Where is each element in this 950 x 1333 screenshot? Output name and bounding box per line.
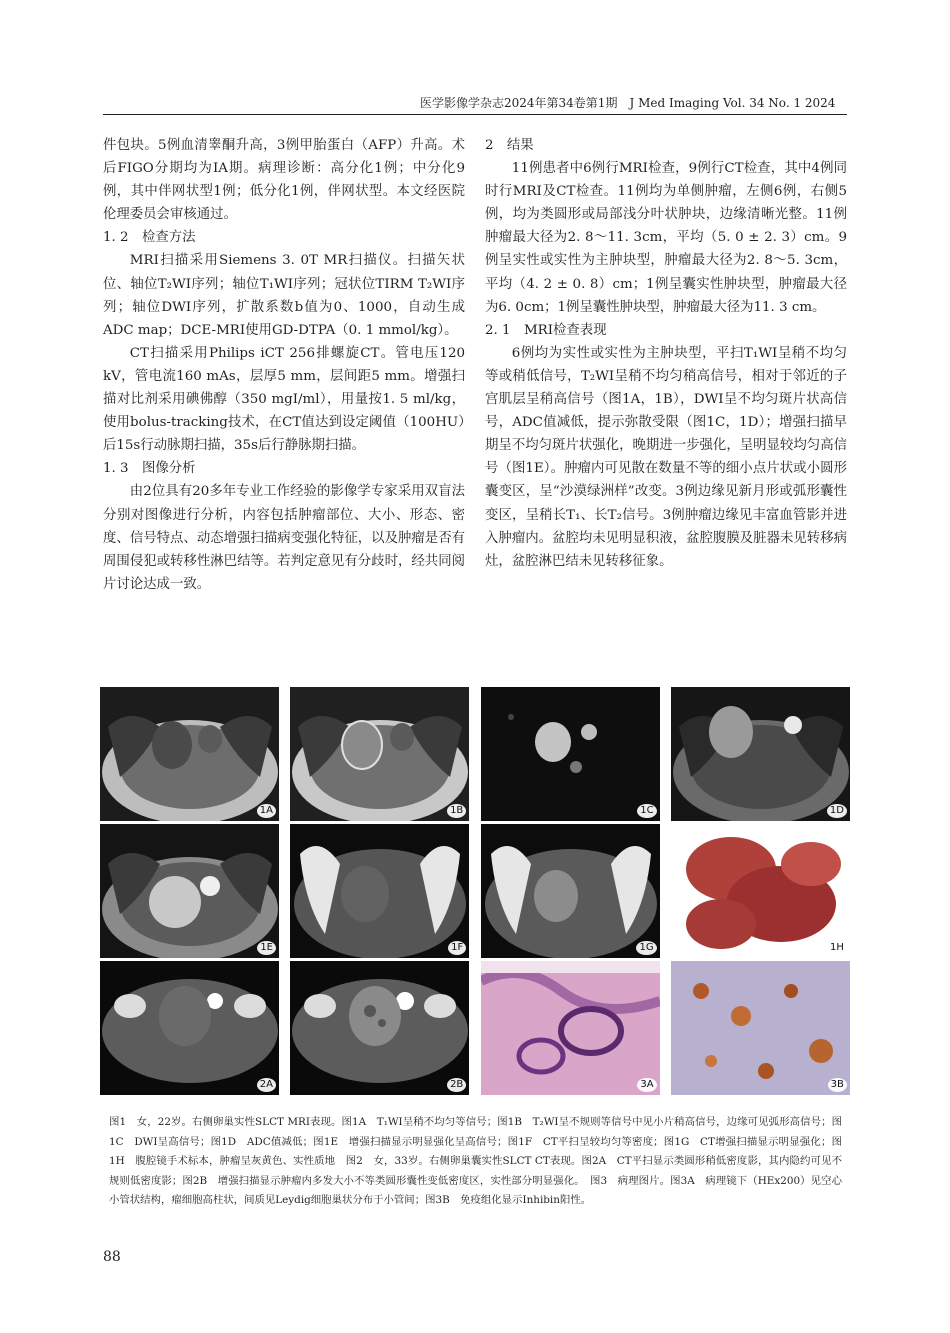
panel-image	[100, 687, 279, 821]
panel-image	[100, 824, 279, 958]
figure-grid	[100, 687, 850, 1090]
figure-panel-1a	[100, 687, 279, 821]
page-number: 88	[103, 1249, 121, 1265]
panel-label: 2A	[257, 1078, 276, 1092]
panel-image	[100, 961, 279, 1095]
panel-label: 1C	[637, 804, 656, 818]
figure-panel-3a	[481, 961, 660, 1095]
caption-text: 图1 女，22岁。右侧卵巢实性SLCT MRI表现。图1A T₁WI呈稍不均匀等信号；图1B T₂WI呈不规则等信号中见小片稍高信号，边缘可见弧形高信号；图1C DWI呈高信号；图1D ADC值减低；图1E 增强扫描显示明显强化呈高信号；图1F CT平扫呈较均匀等密度；图1G CT增强扫描显示明显强化；图1H 腹腔镜手术标本，肿瘤呈灰黄色、实性质地 图2 女，33岁。右侧卵巢囊实性SLCT CT表现。图2A CT平扫显示类圆形稍低密度影，其内隐约可见不规则低密度影；图2B 增强扫描显示肿瘤内多发大小不等类圆形囊性变低密度区，实性部分明显强化。 图3 病理图片。图3A 病理镜下（HEx200）见空心小管状结构，瘤细胞高柱状，间质见Leydig细胞巢状分布于小管间；图3B 免疫组化显示Inhibin阳性。	[109, 1116, 842, 1206]
figure-panel-3b	[671, 961, 850, 1095]
figure-panel-1b	[290, 687, 469, 821]
panel-image	[671, 687, 850, 821]
paragraph: MRI扫描采用Siemens 3. 0T MR扫描仪。扫描矢状位、轴位T₂WI序列；轴位T₁WI序列；冠状位TIRM T₂WI序列；轴位DWI序列，扩散系数b值为0、1000，自动生成ADC map；DCE-MRI使用GD-DTPA（0. 1 mmol/kg）。	[103, 253, 465, 338]
figure-panel-1d	[671, 687, 850, 821]
paragraph: 11例患者中6例行MRI检查，9例行CT检查，其中4例同时行MRI及CT检查。11例均为单侧肿瘤，左侧6例，右侧5例，均为类圆形或局部浅分叶状肿块，边缘清晰光整。11例肿瘤最大径为2. 8～11. 3cm，平均（5. 0 ± 2. 3）cm。9例呈实性或实性为主肿块型，肿瘤最大径为2. 8～5. 3cm，平均（4. 2 ± 0. 8）cm；1例呈囊实性肿块型，肿瘤最大径为6. 0cm；1例呈囊性肿块型，肿瘤最大径为11. 3 cm。	[485, 161, 847, 315]
paragraph: 由2位具有20多年专业工作经验的影像学专家采用双盲法分别对图像进行分析，内容包括肿瘤部位、大小、形态、密度、信号特点、动态增强扫描病变强化特征，以及肿瘤是否有周围侵犯或转移性淋巴结等。若判定意见有分歧时，经共同阅片讨论达成一致。	[103, 484, 465, 592]
panel-label: 1B	[447, 804, 466, 818]
paragraph: 6例均为实性或实性为主肿块型，平扫T₁WI呈稍不均匀等或稍低信号，T₂WI呈稍不均匀稍高信号，相对于邻近的子宫肌层呈稍高信号（图1A，1B），DWI呈不均匀斑片状高信号，ADC值减低，提示弥散受限（图1C，1D）；增强扫描早期呈不均匀斑片状强化，晚期进一步强化，呈明显较均匀高信号（图1E）。肿瘤内可见散在数量不等的细小点片状或小圆形囊变区，呈“沙漠绿洲样”改变。3例边缘见新月形或弧形囊性变区，呈稍长T₁、长T₂信号。3例肿瘤边缘见丰富血管影并进入肿瘤内。盆腔均未见明显积液，盆腔腹膜及脏器未见转移病灶，盆腔淋巴结未见转移征象。	[485, 345, 847, 569]
section-heading: 1. 2 检查方法	[103, 230, 196, 246]
paragraph: 件包块。5例血清睾酮升高，3例甲胎蛋白（AFP）升高。术后FIGO分期均为IA期。病理诊断：高分化1例；中分化9例，其中伴网状型1例；低分化1例，伴网状型。本文经医院伦理委员会审核通过。	[103, 138, 465, 223]
panel-label: 1A	[257, 804, 276, 818]
left-column	[103, 134, 465, 596]
section-heading: 1. 3 图像分析	[103, 461, 196, 477]
panel-label: 1G	[636, 941, 656, 955]
figure-panel-1e	[100, 824, 279, 958]
panel-label: 1H	[827, 941, 847, 955]
figure-panel-1g	[481, 824, 660, 958]
section-heading: 2. 1 MRI检查表现	[485, 322, 607, 338]
panel-image	[290, 687, 469, 821]
panel-image	[481, 824, 660, 958]
figure-panel-1f	[290, 824, 469, 958]
panel-image	[481, 961, 660, 1095]
figure-panel-1h	[671, 824, 850, 958]
running-header: 医学影像学杂志2024年第34卷第1期 J Med Imaging Vol. 34 No. 1 2024	[420, 96, 836, 110]
right-column	[485, 134, 847, 573]
paragraph: CT扫描采用Philips iCT 256排螺旋CT。管电压120 kV，管电流160 mAs，层厚5 mm，层间距5 mm。增强扫描对比剂采用碘佛醇（350 mgI/ml），用量按1. 5 ml/kg，使用bolus-tracking技术，在CT值达到设定阈值（100HU）后15s行动脉期扫描，35s后行静脉期扫描。	[103, 345, 465, 454]
panel-label: 3B	[828, 1078, 847, 1092]
header-rule	[103, 114, 847, 115]
panel-label: 1D	[827, 804, 847, 818]
panel-label: 2B	[447, 1078, 466, 1092]
figure-panel-2b	[290, 961, 469, 1095]
panel-image	[481, 687, 660, 821]
panel-image	[671, 824, 850, 958]
panel-image	[290, 961, 469, 1095]
section-heading: 2 结果	[485, 138, 534, 153]
panel-label: 3A	[637, 1078, 656, 1092]
figure-panel-2a	[100, 961, 279, 1095]
panel-image	[290, 824, 469, 958]
panel-label: 1F	[448, 941, 466, 955]
figure-caption	[109, 1113, 842, 1211]
panel-label: 1E	[257, 941, 276, 955]
figure-panel-1c	[481, 687, 660, 821]
panel-image	[671, 961, 850, 1095]
